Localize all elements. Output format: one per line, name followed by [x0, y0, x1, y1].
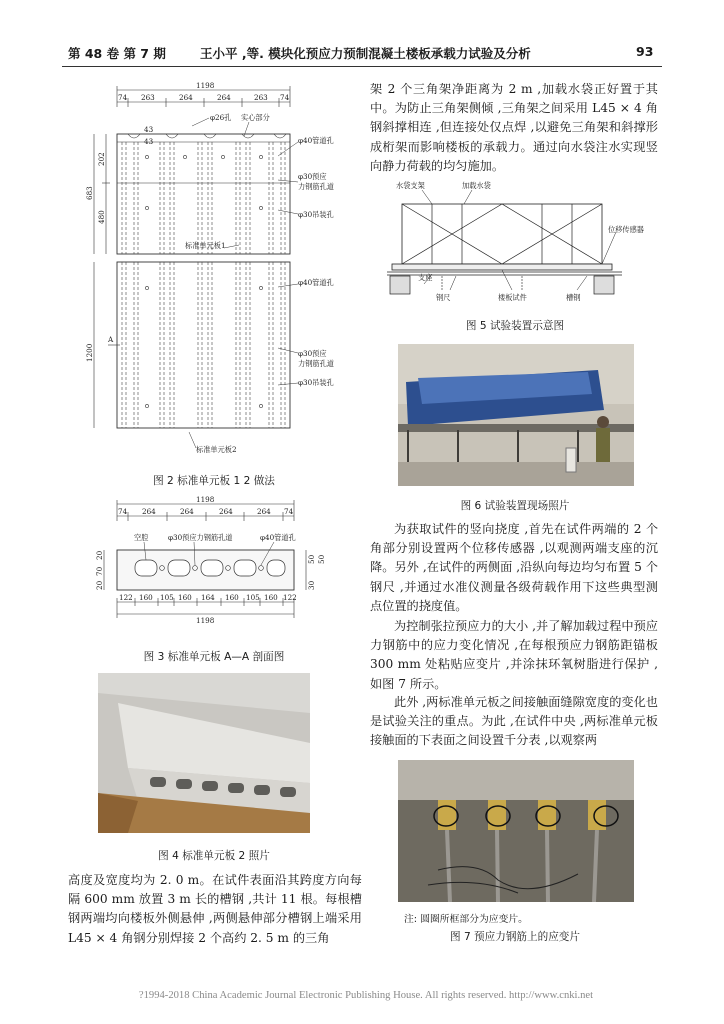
dim-seg: 264	[257, 507, 271, 516]
slab-photo-illustration	[98, 673, 310, 833]
dim-bottom: 122	[283, 593, 297, 602]
figure-5-drawing	[372, 172, 662, 307]
figure-4-caption: 图 4 标准单元板 2 照片	[158, 850, 270, 862]
dim-bottom: 164	[201, 593, 215, 602]
journal-volume: 第 48 卷 第 7 期	[68, 46, 166, 61]
figure-2-drawing	[64, 80, 364, 468]
dim-side: 50	[317, 554, 326, 564]
label-water-support: 水袋支架	[396, 181, 425, 190]
dim-height: 683	[85, 186, 94, 200]
label-pipe40: φ40管道孔	[260, 533, 296, 542]
dim-seg: 264	[219, 507, 233, 516]
right-paragraph-3: 为控制张拉预应力的大小 ,并了解加载过程中预应力钢筋中的应力变化情况 ,在每根预应力钢筋距锚板 300 mm 处粘贴应变片 ,并涂抹环氧树脂进行保护 ,如图 7 所示。	[370, 619, 658, 691]
label-disp-sensor: 位移传感器	[608, 225, 644, 234]
dim-small: 43	[144, 125, 154, 134]
label-specimen: 楼板试件	[498, 293, 527, 302]
dim-total: 1198	[196, 495, 215, 504]
dim-seg: 264	[180, 507, 194, 516]
right-paragraph-4: 此外 ,两标准单元板之间接触面缝隙宽度的变化也是试验关注的重点。为此 ,在试件中央 ,两标准单元板接触面的下表面之间设置千分表 ,以观察两	[370, 695, 658, 748]
dim-side: 30	[307, 580, 316, 590]
dim-side: 50	[307, 554, 316, 564]
dim-side: 70	[95, 566, 104, 576]
header-rule	[62, 66, 662, 67]
right-paragraph-2: 为获取试件的竖向挠度 ,首先在试件两端的 2 个角部分别设置两个位移传感器 ,以观测两端支座的沉降。另外 ,在试件的两侧面 ,沿纵向每边均匀布置 5 个钢尺 ,并通过水准仪测量各级荷载作用下这些典型测点位置的挠度值。	[370, 522, 658, 613]
dim-seg: 74	[118, 93, 128, 102]
left-paragraph: 高度及宽度均为 2. 0 m。在试件表面沿其跨度方向每隔 600 mm 放置 3 m 长的槽钢 ,共计 11 根。每根槽钢两端均向楼板外侧悬伸 ,两侧悬伸部分槽钢上端采用 L45 × 4 角钢分别焊接 2 个高约 2. 5 m 的三角	[68, 873, 362, 945]
figure-5-caption: 图 5 试验装置示意图	[465, 320, 565, 332]
label-pipe40: φ40管道孔	[298, 136, 334, 145]
label-pipe40b: φ40管道孔	[298, 278, 334, 287]
dim-height: 1200	[85, 343, 94, 362]
label-steel-ruler: 钢尺	[436, 293, 451, 302]
dim-seg: 74	[284, 507, 294, 516]
dim-bottom: 160	[139, 593, 153, 602]
label-pre30b: φ30预应	[298, 349, 327, 358]
label-lift30: φ30吊装孔	[298, 210, 334, 219]
label-pre30: φ30预应	[298, 172, 327, 181]
dim-bottom: 105	[246, 593, 260, 602]
label-pre30b: 力钢筋孔道	[298, 359, 334, 368]
dim-bottom: 160	[178, 593, 192, 602]
figure-4-photo	[98, 673, 310, 833]
label-solid: 实心部分	[241, 113, 270, 122]
figure-6-caption: 图 6 试验装置现场照片	[460, 500, 570, 512]
label-pre30: 力钢筋孔道	[298, 182, 334, 191]
label-groove: 空腔	[134, 533, 149, 542]
label-pre30: φ30预应力钢筋孔道	[168, 533, 233, 542]
dim-side: 20	[95, 580, 104, 590]
label-unit1: 标准单元板1	[185, 241, 226, 250]
label-channel: 槽钢	[566, 293, 581, 302]
dim-height: 202	[97, 152, 106, 166]
dim-height: 480	[97, 210, 106, 224]
figure-7-caption: 图 7 预应力钢筋上的应变片	[449, 931, 580, 943]
running-title: 王小平 ,等. 模块化预应力预制混凝土楼板承载力试验及分析	[200, 46, 531, 61]
figure-7-note: 注: 圆圈所框部分为应变片。	[404, 914, 528, 925]
dim-bottom: 105	[160, 593, 174, 602]
dim-side: 20	[95, 550, 104, 560]
dim-total: 1198	[196, 616, 215, 624]
figure-7-photo	[398, 760, 634, 902]
figure-3-drawing	[64, 494, 364, 624]
dim-bottom: 160	[225, 593, 239, 602]
page-number: 93	[636, 44, 654, 59]
dim-seg: 74	[118, 507, 128, 516]
section-mark: A	[108, 335, 114, 344]
dim-seg: 263	[141, 93, 155, 102]
figure-6-photo	[398, 344, 634, 486]
strain-gauge-illustration	[398, 760, 634, 902]
test-site-illustration	[398, 344, 634, 486]
label-unit2: 标准单元板2	[196, 445, 237, 454]
label-support: 支座	[418, 273, 433, 282]
label-hole26: φ26孔	[210, 113, 232, 122]
figure-3-caption: 图 3 标准单元板 A—A 剖面图	[143, 651, 285, 663]
figure-2-caption: 图 2 标准单元板 1 2 做法	[153, 475, 275, 487]
footer-copyright: ?1994-2018 China Academic Journal Electronic Publishing House. All rights reserved. http://www.cnki.net	[138, 990, 594, 1001]
dim-bottom: 122	[119, 593, 133, 602]
right-paragraph-1: 架 2 个三角架净距离为 2 m ,加载水袋正好置于其中。为防止三角架侧倾 ,三角架之间采用 L45 × 4 角钢斜撑相连 ,但连接处仅点焊 ,以避免三角架和斜撑形成桁架而影响楼板的承载力。通过向水袋注水实现竖向静力荷载的均匀施加。	[370, 82, 658, 173]
dim-seg: 74	[280, 93, 290, 102]
dim-seg: 264	[179, 93, 193, 102]
label-water-bag: 加载水袋	[462, 181, 491, 190]
dim-small: 43	[144, 137, 154, 146]
dim-seg: 263	[254, 93, 268, 102]
dim-seg: 264	[217, 93, 231, 102]
dim-bottom: 160	[264, 593, 278, 602]
label-lift30b: φ30吊装孔	[298, 378, 334, 387]
dim-total: 1198	[196, 81, 215, 90]
dim-seg: 264	[142, 507, 156, 516]
